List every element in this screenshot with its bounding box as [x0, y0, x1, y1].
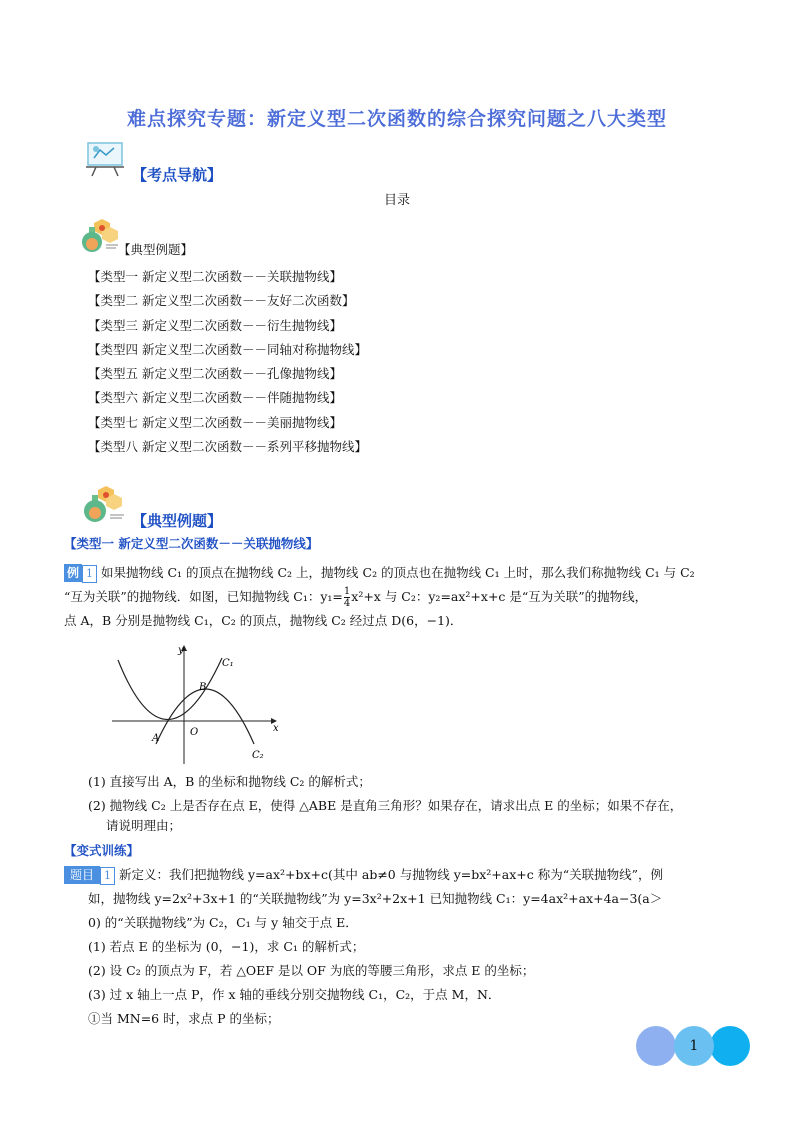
point-b-label: B — [199, 682, 207, 693]
section-heading: 【典型例题】 — [132, 512, 223, 530]
question-2-cont: 请说明理由； — [106, 818, 182, 833]
exercise-text: 新定义：我们把抛物线 y=ax²+bx+c(其中 ab≠0 与抛物线 y=bx²+ax+c 称为“关联抛物线”，例 — [119, 867, 664, 882]
toc-item[interactable]: 【类型六 新定义型二次函数－－伴随抛物线】 — [88, 390, 342, 406]
fraction: $\frac{1}{4}$ — [343, 586, 351, 609]
page-title: 难点探究专题：新定义型二次函数的综合探究问题之八大类型 — [126, 108, 667, 130]
toc-title: 目录 — [383, 193, 410, 208]
parabola-graph — [106, 640, 286, 768]
x-axis-label: x — [273, 723, 279, 734]
exercise-question-1: (1) 若点 E 的坐标为 (0，−1)，求 C₁ 的解析式； — [88, 939, 365, 954]
page-circle-left — [636, 1026, 676, 1066]
example-tag: 例 — [64, 564, 82, 582]
exercise-1 — [64, 863, 744, 1031]
toc-item[interactable]: 【类型三 新定义型二次函数－－衍生抛物线】 — [88, 317, 342, 333]
example-text: 点 A，B 分别是抛物线 C₁，C₂ 的顶点，抛物线 C₂ 经过点 D(6，−1)． — [64, 613, 463, 628]
exercise-question-3: (3) 过 x 轴上一点 P，作 x 轴的垂线分别交抛物线 C₁，C₂，于点 M，N． — [88, 987, 501, 1002]
example-text: “互为关联”的抛物线．如图，已知抛物线 C₁：y₁= — [64, 589, 343, 604]
toc-item[interactable]: 【类型七 新定义型二次函数－－美丽抛物线】 — [88, 414, 342, 430]
page-circle-right — [710, 1026, 750, 1066]
example-questions — [88, 770, 682, 838]
exercise-text: 0) 的“关联抛物线”为 C₂，C₁ 与 y 轴交于点 E． — [88, 915, 358, 930]
toc-item[interactable]: 【类型二 新定义型二次函数－－友好二次函数】 — [88, 293, 355, 309]
nav-heading: 【考点导航】 — [132, 166, 223, 184]
y-axis-label: y — [178, 645, 184, 656]
question-1: (1) 直接写出 A，B 的坐标和抛物线 C₂ 的解析式； — [88, 774, 371, 789]
c1-label: C₁ — [222, 658, 234, 669]
example-text: 如果抛物线 C₁ 的顶点在抛物线 C₂ 上，抛物线 C₂ 的顶点也在抛物线 C₁ 上时，那么我们称抛物线 C₁ 与 C₂ — [101, 565, 695, 580]
page-number: 1 — [689, 1038, 699, 1054]
example-text: x²+x 与 C₂：y₂=ax²+x+c 是“互为关联”的抛物线， — [351, 589, 648, 604]
type1-heading: 【类型一 新定义型二次函数－－关联抛物线】 — [64, 536, 319, 551]
flask-icon — [82, 484, 126, 524]
toc-item[interactable]: 【类型一 新定义型二次函数－－关联抛物线】 — [88, 269, 342, 284]
toc-item[interactable]: 【类型八 新定义型二次函数－－系列平移抛物线】 — [88, 439, 367, 455]
curve-c2 — [156, 689, 254, 744]
point-a-label: A — [152, 733, 160, 744]
exercise-tag: 题目 — [64, 866, 100, 884]
question-2: (2) 抛物线 C₂ 上是否存在点 E，使得 △ABE 是直角三角形？如果存在，请求出点 E 的坐标；如果不存在， — [88, 798, 683, 813]
exercise-number: 1 — [100, 867, 115, 885]
origin-label: O — [190, 727, 199, 738]
example-1 — [64, 561, 744, 633]
c2-label: C₂ — [252, 750, 264, 761]
toc-subheading: 【典型例题】 — [118, 242, 194, 257]
example-number: 1 — [82, 565, 97, 583]
presentation-board-icon — [84, 140, 128, 178]
toc-list — [88, 265, 367, 459]
flask-icon — [80, 217, 120, 253]
exercise-question-2: (2) 设 C₂ 的顶点为 F，若 △OEF 是以 OF 为底的等腰三角形，求点 E 的坐标； — [88, 963, 535, 978]
toc-item[interactable]: 【类型四 新定义型二次函数－－同轴对称抛物线】 — [88, 341, 367, 357]
toc-item[interactable]: 【类型五 新定义型二次函数－－孔像抛物线】 — [88, 366, 342, 382]
exercise-text: 如，抛物线 y=2x²+3x+1 的“关联抛物线”为 y=3x²+2x+1 已知抛物线 C₁：y=4ax²+ax+4a−3(a＞ — [88, 891, 663, 906]
variant-heading: 【变式训练】 — [64, 843, 140, 858]
exercise-question-3a: ①当 MN=6 时，求点 P 的坐标； — [88, 1011, 280, 1026]
